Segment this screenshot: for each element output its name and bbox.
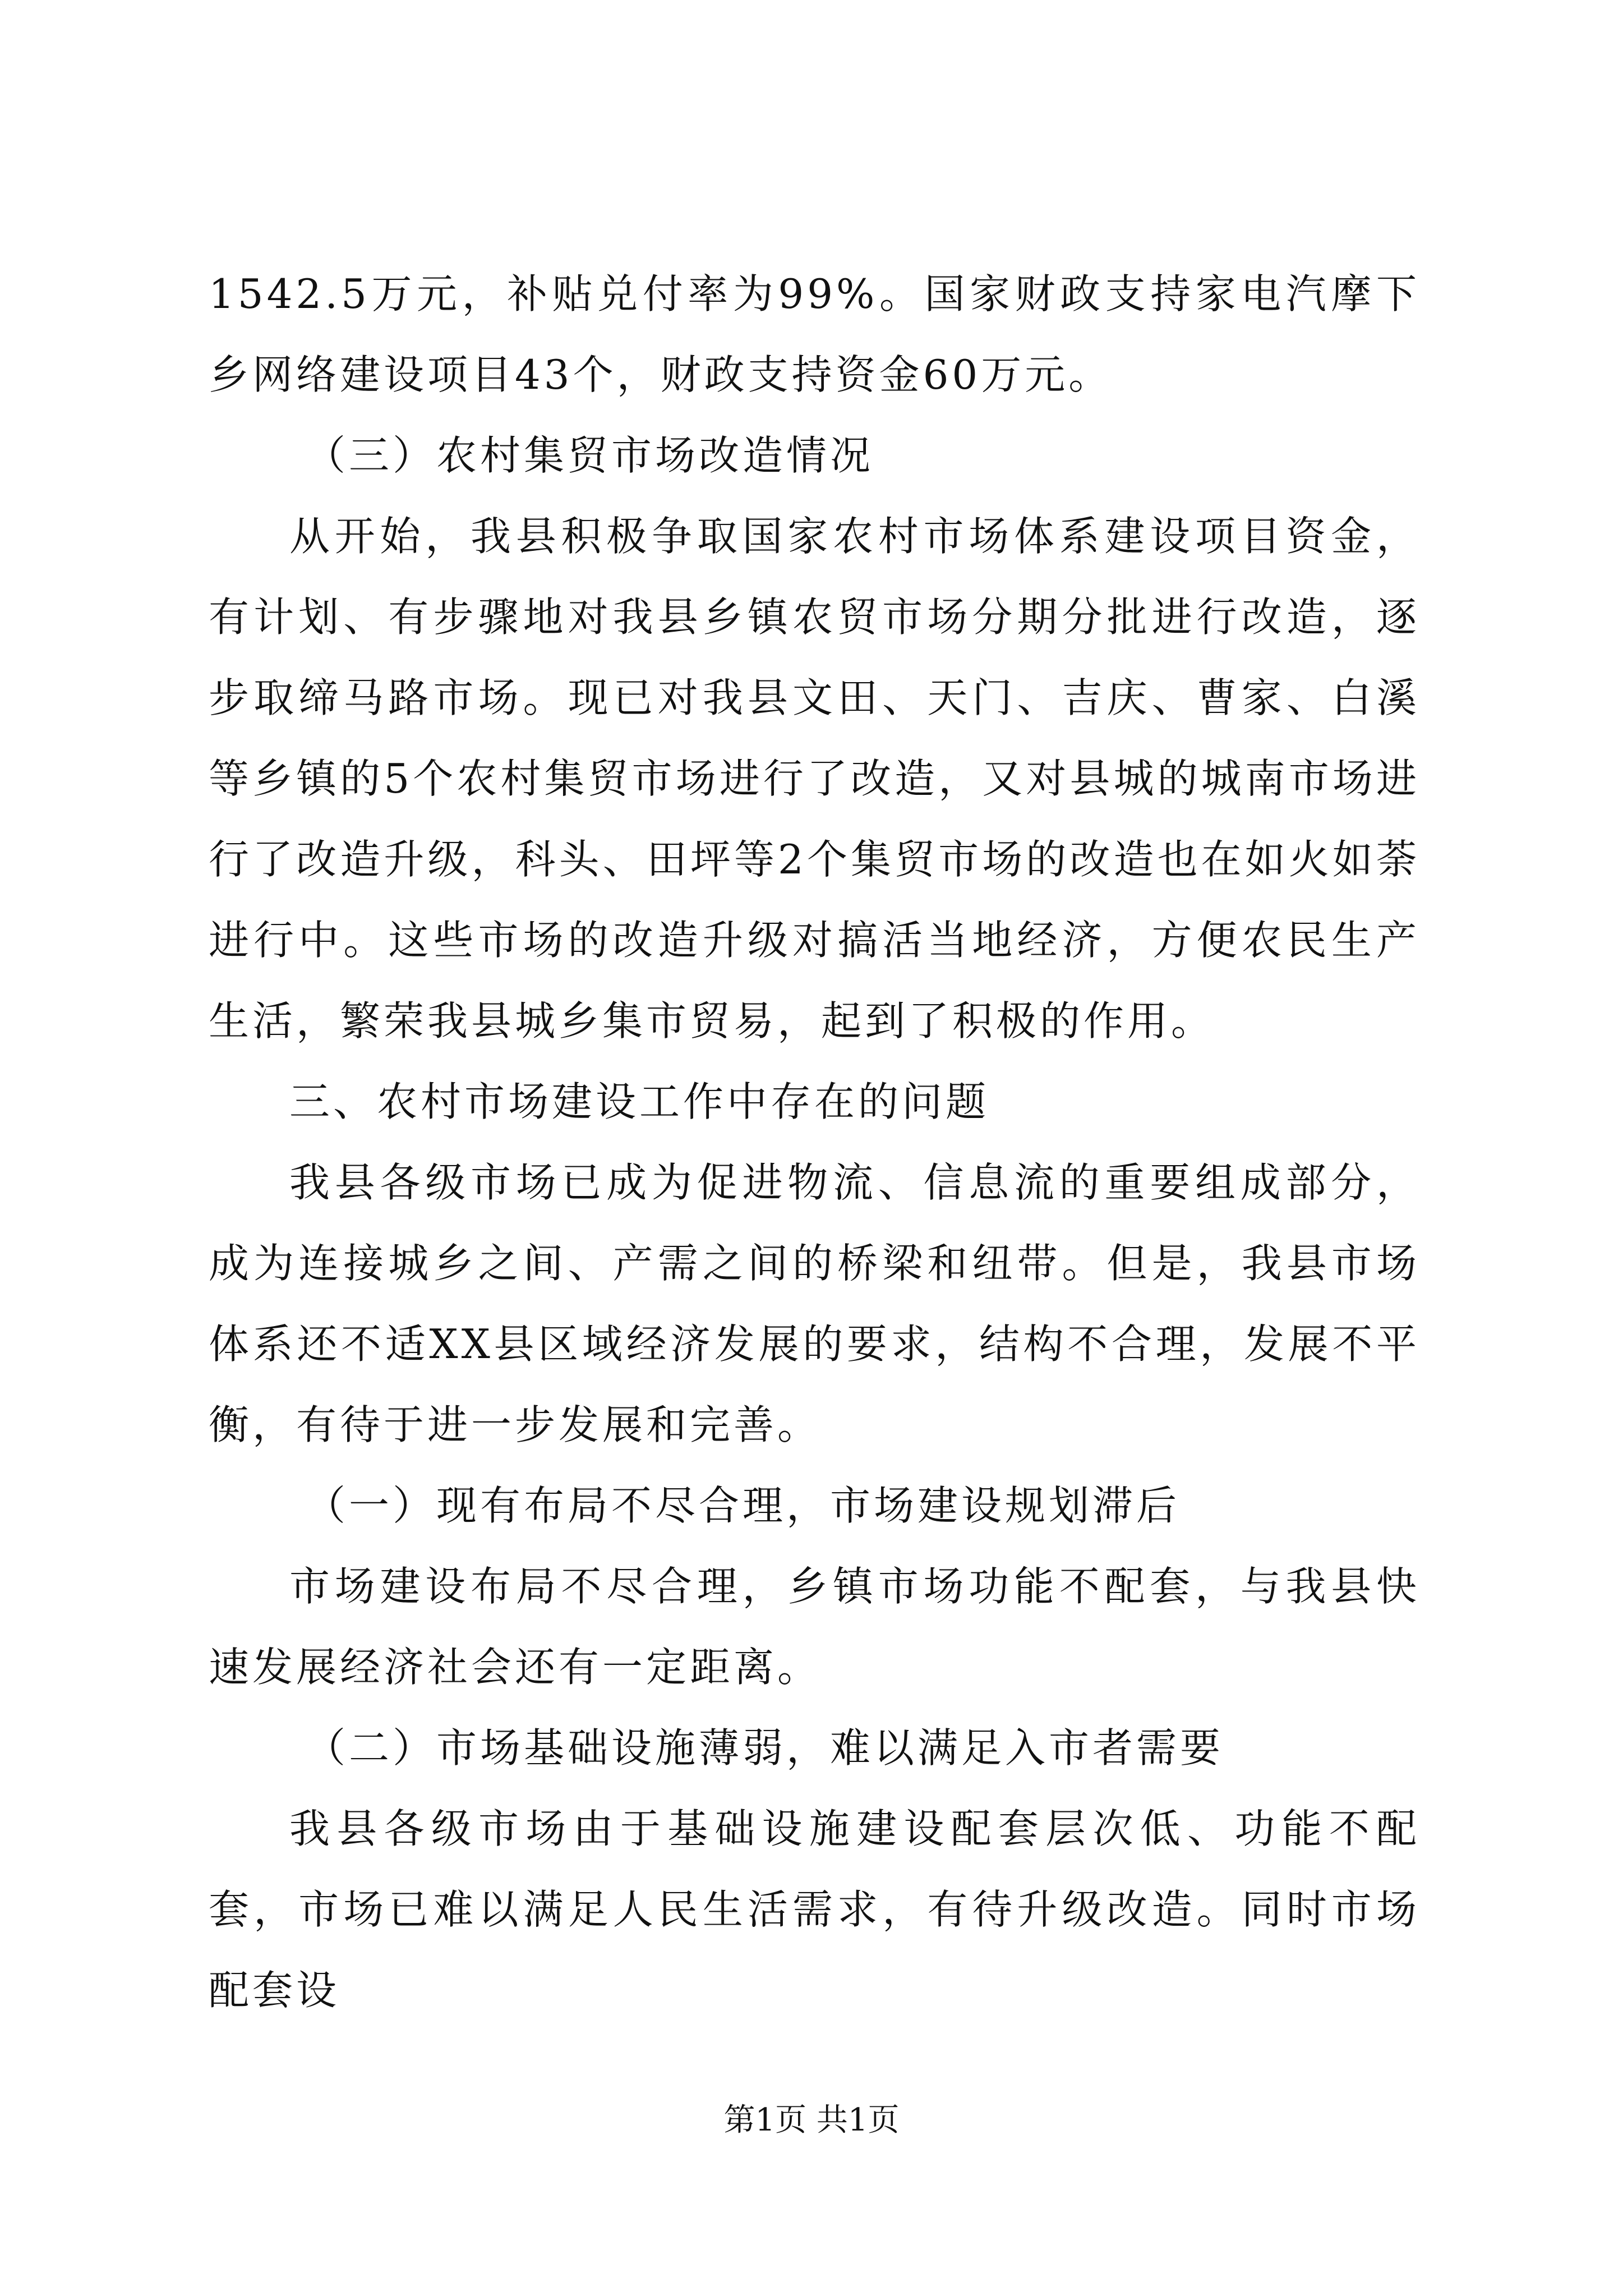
paragraph-continuation: 1542.5万元，补贴兑付率为99%。国家财政支持家电汽摩下乡网络建设项目43个，财政支持资金60万元。	[209, 270, 1420, 398]
sub-heading-layout: （一）现有布局不尽合理，市场建设规划滞后	[305, 1482, 1181, 1529]
section-heading-problems: 三、农村市场建设工作中存在的问题	[289, 1078, 990, 1125]
document-body	[209, 254, 1420, 2031]
page-footer: 第1页 共1页	[723, 2102, 900, 2138]
paragraph-layout: 市场建设布局不尽合理，乡镇市场功能不配套，与我县快速发展经济社会还有一定距离。	[209, 1563, 1420, 1691]
paragraph-market-system: 我县各级市场已成为促进物流、信息流的重要组成部分，成为连接城乡之间、产需之间的桥梁和纽带。但是，我县市场体系还不适XX县区域经济发展的要求，结构不合理，发展不平衡，有待于进一步发展和完善。	[209, 1159, 1420, 1448]
sub-heading-rural-market-renovation: （三）农村集贸市场改造情况	[305, 432, 874, 479]
paragraph-infrastructure: 我县各级市场由于基础设施建设配套层次低、功能不配套，市场已难以满足人民生活需求，有待升级改造。同时市场配套设	[209, 1805, 1420, 2014]
sub-heading-infrastructure: （二）市场基础设施薄弱，难以满足入市者需要	[305, 1724, 1224, 1772]
paragraph-market-renovation: 从开始，我县积极争取国家农村市场体系建设项目资金，有计划、有步骤地对我县乡镇农贸市场分期分批进行改造，逐步取缔马路市场。现已对我县文田、天门、吉庆、曹家、白溪等乡镇的5个农村集贸市场进行了改造，又对县城的城南市场进行了改造升级，科头、田坪等2个集贸市场的改造也在如火如荼进行中。这些市场的改造升级对搞活当地经济，方便农民生产生活，繁荣我县城乡集市贸易，起到了积极的作用。	[209, 513, 1420, 1045]
